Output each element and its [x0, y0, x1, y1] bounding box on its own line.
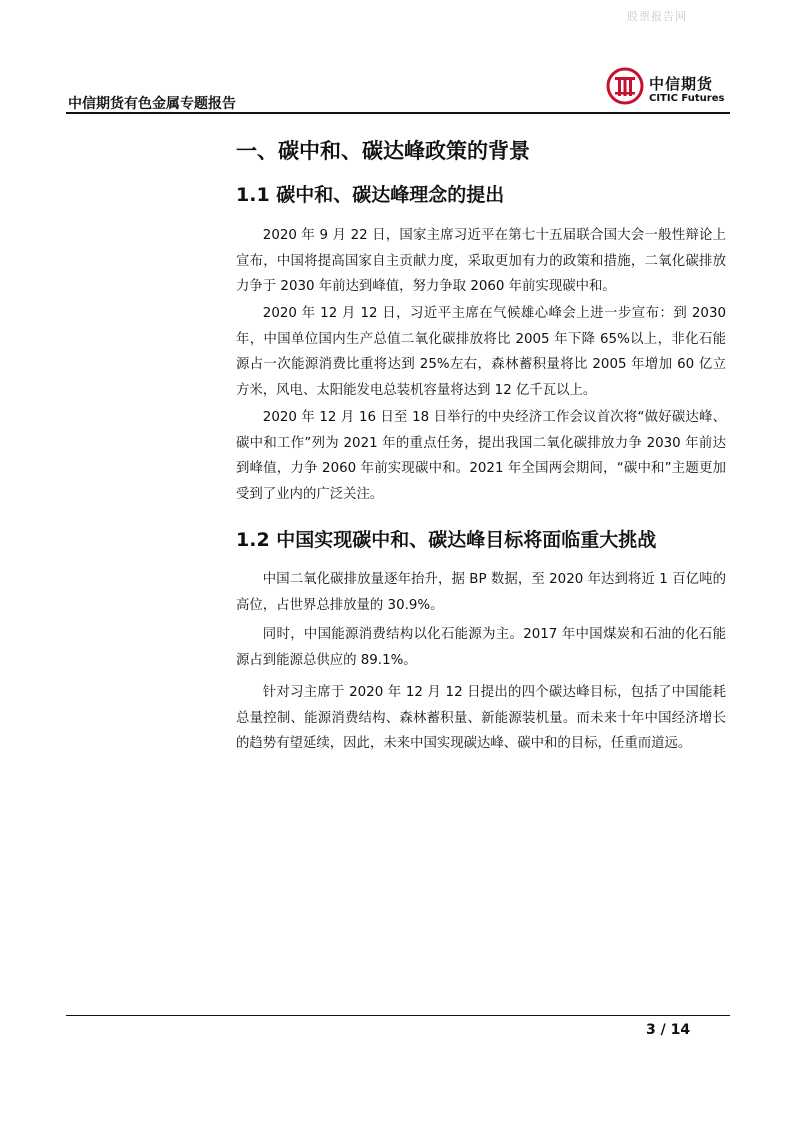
report-title: 中信期货有色金属专题报告 [68, 96, 236, 112]
paragraph: 同时，中国能源消费结构以化石能源为主。2017 年中国煤炭和石油的化石能源占到能源总供应的 89.1%。 [236, 627, 726, 668]
citic-futures-logo [605, 66, 725, 110]
section-title: 一、碳中和、碳达峰政策的背景 [236, 139, 530, 163]
paragraph: 2020 年 12 月 12 日，习近平主席在气候雄心峰会上进一步宣布：到 2030 年，中国单位国内生产总值二氧化碳排放将比 2005 年下降 65%以上，非化石能源占一次能源消费比重将达到 25%左右，森林蓄积量将比 2005 年增加 60 亿立方米，风电、太阳能发电总装机容量将达到 12 亿千瓦以上。 [236, 306, 726, 398]
subsection-1-title: 1.1 碳中和、碳达峰理念的提出 [236, 184, 505, 206]
header-divider [66, 112, 730, 114]
page-number: 3 / 14 [646, 1022, 691, 1038]
footer-divider [66, 1015, 730, 1016]
subsection-2-title: 1.2 中国实现碳中和、碳达峰目标将面临重大挑战 [236, 529, 657, 551]
watermark: 股票报告网 [627, 10, 687, 23]
citic-logo-icon [605, 66, 645, 106]
paragraph: 针对习主席于 2020 年 12 月 12 日提出的四个碳达峰目标，包括了中国能耗总量控制、能源消费结构、森林蓄积量、新能源装机量。而未来十年中国经济增长的趋势有望延续，因此，未来中国实现碳达峰、碳中和的目标，任重而道远。 [236, 685, 726, 751]
paragraph: 中国二氧化碳排放量逐年抬升，据 BP 数据，至 2020 年达到将近 1 百亿吨的高位，占世界总排放量的 30.9%。 [236, 572, 726, 613]
paragraph: 2020 年 12 月 16 日至 18 日举行的中央经济工作会议首次将“做好碳达峰、碳中和工作”列为 2021 年的重点任务，提出我国二氧化碳排放力争 2030 年前达到峰值，力争 2060 年前实现碳中和。2021 年全国两会期间，“碳中和”主题更加受到了业内的广泛关注。 [236, 410, 726, 502]
logo-chinese-name: 中信期货 [649, 75, 714, 93]
paragraph: 2020 年 9 月 22 日，国家主席习近平在第七十五届联合国大会一般性辩论上宣布，中国将提高国家自主贡献力度，采取更加有力的政策和措施，二氧化碳排放力争于 2030 年前达到峰值，努力争取 2060 年前实现碳中和。 [236, 228, 726, 294]
logo-english-name: CITIC Futures [649, 93, 725, 104]
